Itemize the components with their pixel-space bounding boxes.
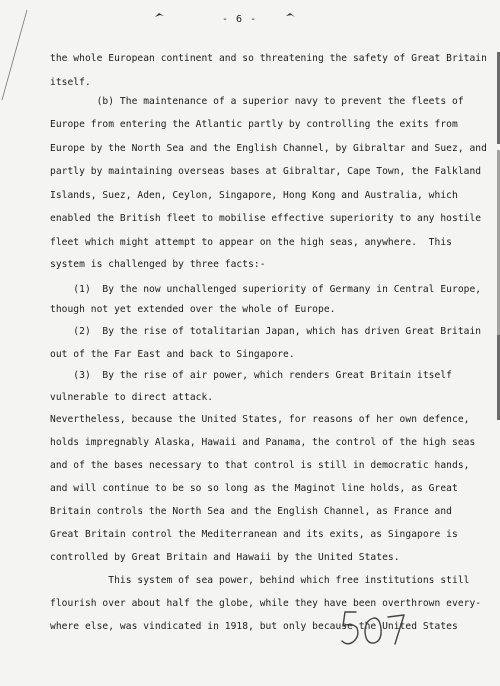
text-line: flourish over about half the globe, while they have been overthrown every- (50, 598, 482, 609)
text-line: (2) By the rise of totalitarian Japan, which has driven Great Britain (50, 326, 482, 337)
margin-pencil-line (0, 0, 30, 110)
text-line: and will continue to be so so long as the Maginot line holds, as Great (50, 483, 458, 494)
text-line: Nevertheless, because the United States, for reasons of her own defence, (50, 414, 470, 425)
text-line: Britain controls the North Sea and the English Channel, as France and (50, 506, 452, 517)
text-line: (1) By the now unchallenged superiority of Germany in Central Europe, (50, 284, 482, 295)
text-line: where else, was vindicated in 1918, but only because the United States (50, 621, 458, 632)
text-line: (b) The maintenance of a superior navy to prevent the fleets of (50, 96, 464, 107)
text-line: out of the Far East and back to Singapore. (50, 349, 295, 360)
text-line: though not yet extended over the whole of Europe. (50, 304, 336, 315)
text-line: vulnerable to direct attack. (50, 392, 214, 403)
handwritten-page-number (338, 604, 408, 652)
text-line: itself. (50, 77, 91, 88)
text-line: fleet which might attempt to appear on the high seas, anywhere. This (50, 237, 452, 248)
text-line: Europe from entering the Atlantic partly by controlling the exits from (50, 119, 458, 130)
text-line: enabled the British fleet to mobilise effective superiority to any hostile (50, 213, 482, 224)
text-line: holds impregnably Alaska, Hawaii and Panama, the control of the high seas (50, 437, 476, 448)
text-line: partly by maintaining overseas bases at Gibraltar, Cape Town, the Falkland (50, 166, 482, 177)
text-line: and of the bases necessary to that control is still in democratic hands, (50, 460, 470, 471)
text-line: Europe by the North Sea and the English Channel, by Gibraltar and Suez, and (50, 143, 487, 154)
text-line: (3) By the rise of air power, which renders Great Britain itself (50, 370, 452, 381)
text-line: Great Britain control the Mediterranean and its exits, as Singapore is (50, 529, 458, 540)
text-line: the whole European continent and so threatening the safety of Great Britain (50, 53, 487, 64)
text-line: Islands, Suez, Aden, Ceylon, Singapore, Hong Kong and Australia, which (50, 190, 458, 201)
punch-mark-right-icon (286, 13, 295, 18)
text-line: system is challenged by three facts:- (50, 259, 266, 270)
text-line: controlled by Great Britain and Hawaii by the United States. (50, 552, 400, 563)
punch-mark-left-icon (155, 13, 164, 18)
text-line: This system of sea power, behind which free institutions still (50, 575, 470, 586)
page-number: - 6 - (222, 14, 258, 25)
